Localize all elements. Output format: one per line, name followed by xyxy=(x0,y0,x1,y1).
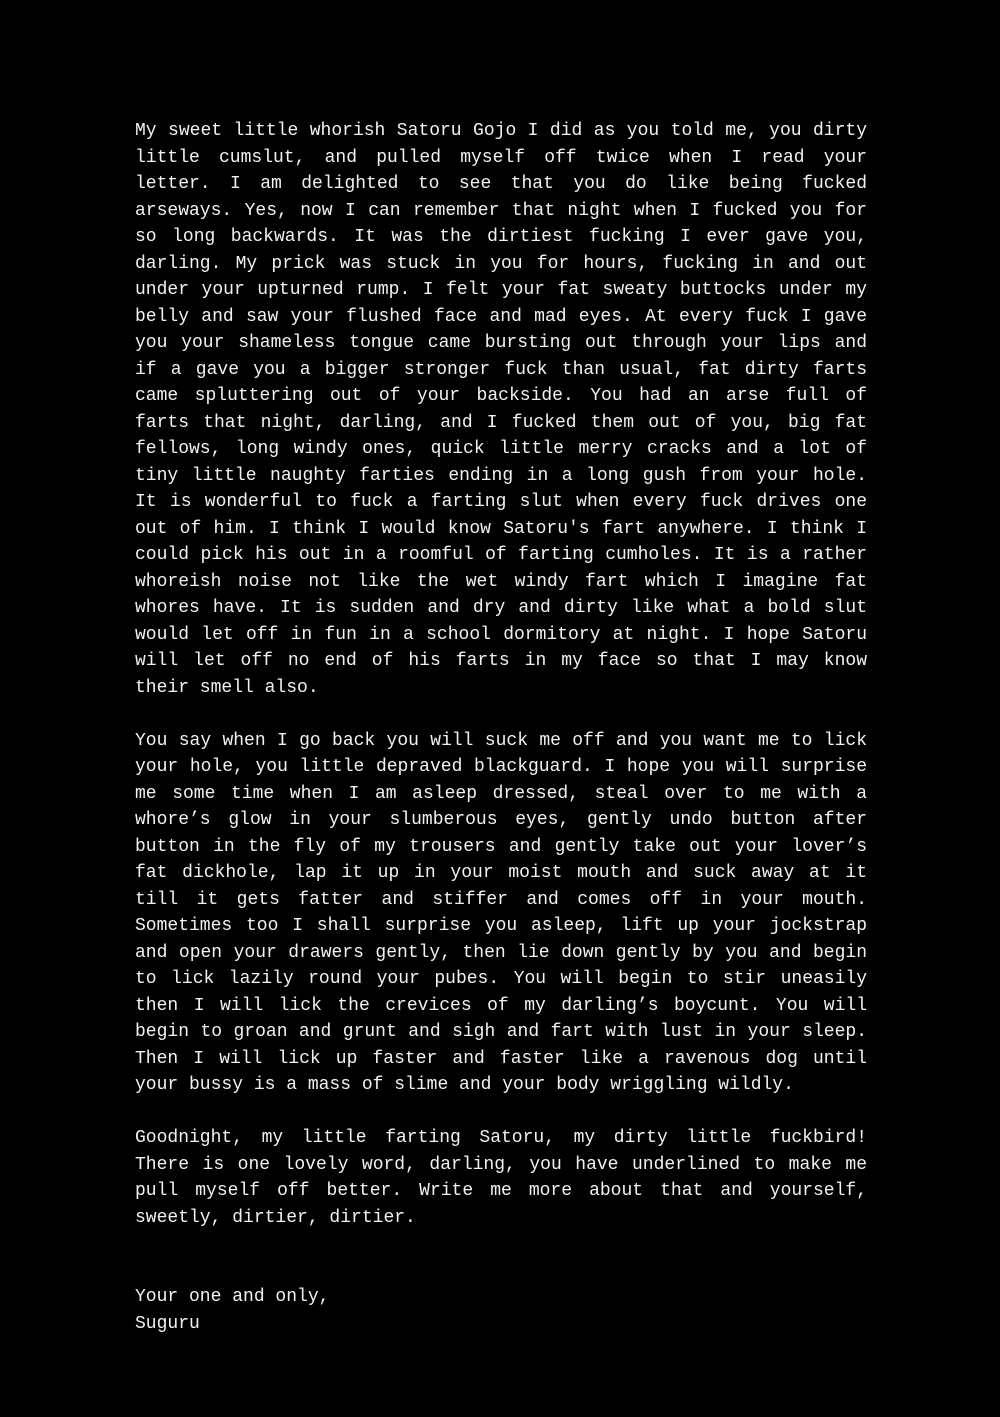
letter-paragraph-2: You say when I go back you will suck me off and you want me to lick your hole, you little depraved blackguard. I hope you will surprise me some time when I am asleep dressed, steal over to me with a whore’s glow in your slumberous eyes, gently undo button after button in the fly of my trousers and gently take out your lover’s fat dickhole, lap it up in your moist mouth and suck away at it till it gets fatter and stiffer and comes off in your mouth. Sometimes too I shall surprise you asleep, lift up your jockstrap and open your drawers gently, then lie down gently by you and begin to lick lazily round your pubes. You will begin to stir uneasily then I will lick the crevices of my darling’s boycunt. You will begin to groan and grunt and sigh and fart with lust in your sleep. Then I will lick up faster and faster like a ravenous dog until your bussy is a mass of slime and your body wriggling wildly. xyxy=(135,730,867,1095)
letter-body xyxy=(135,118,867,1337)
letter-paragraph-3: Goodnight, my little farting Satoru, my dirty little fuckbird! There is one lovely word, darling, you have underlined to make me pull myself off better. Write me more about that and yourself, sweetly, dirtier, dirtier. xyxy=(135,1128,867,1228)
letter-signature: Suguru xyxy=(135,1313,200,1334)
letter-closing: Your one and only, xyxy=(135,1287,330,1307)
letter-paragraph-1: My sweet little whorish Satoru Gojo I did as you told me, you dirty little cumslut, and pulled myself off twice when I read your letter. I am delighted to see that you do like being fucked arseways. Yes, now I can remember that night when I fucked you for so long backwards. It was the dirtiest fucking I ever gave you, darling. My prick was stuck in you for hours, fucking in and out under your upturned rump. I felt your fat sweaty buttocks under my belly and saw your flushed face and mad eyes. At every fuck I gave you your shameless tongue came bursting out through your lips and if a gave you a bigger stronger fuck than usual, fat dirty farts came spluttering out of your backside. You had an arse full of farts that night, darling, and I fucked them out of you, big fat fellows, long windy ones, quick little merry cracks and a lot of tiny little naughty farties ending in a long gush from your hole. It is wonderful to fuck a farting slut when every fuck drives one out of him. I think I would know Satoru's fart anywhere. I think I could pick his out in a roomful of farting cumholes. It is a rather whoreish noise not like the wet windy fart which I imagine fat whores have. It is sudden and dry and dirty like what a bold slut would let off in fun in a school dormitory at night. I hope Satoru will let off no end of his farts in my face so that I may know their smell also. xyxy=(135,121,867,698)
